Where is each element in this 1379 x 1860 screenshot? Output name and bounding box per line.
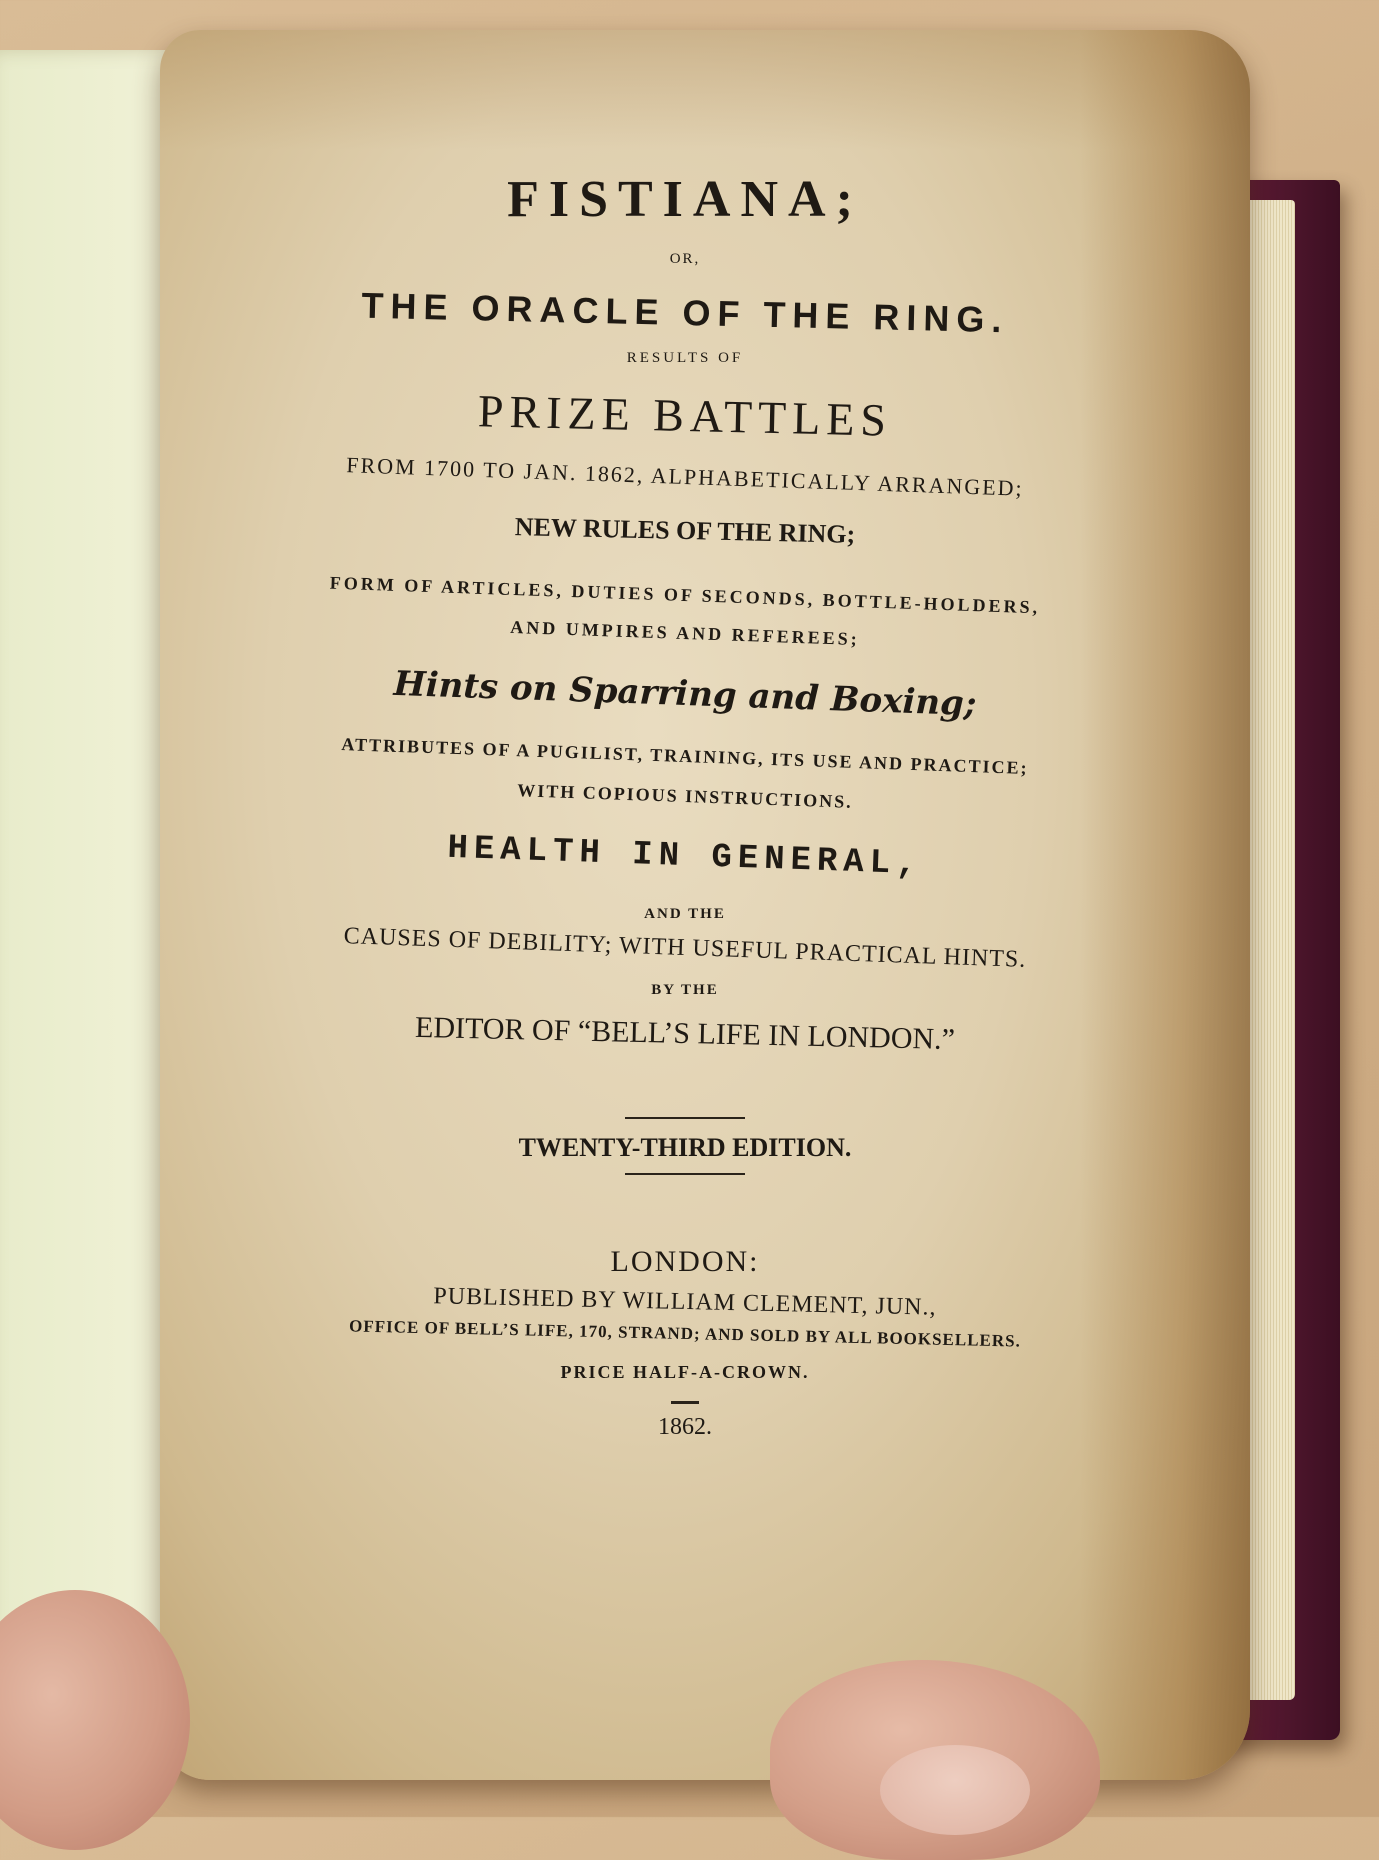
- or-line: OR,: [669, 251, 701, 267]
- attributes-line-1: ATTRIBUTES OF A PUGILIST, TRAINING, ITS USE AND PRACTICE;: [341, 734, 1029, 778]
- form-line-2: AND UMPIRES AND REFEREES;: [509, 616, 861, 650]
- office-line: OFFICE OF BELL’S LIFE, 170, STRAND; AND SOLD BY ALL BOOKSELLERS.: [348, 1316, 1022, 1351]
- edition-line: TWENTY-THIRD EDITION.: [518, 1133, 852, 1162]
- title-page-text: [220, 150, 1150, 1441]
- hints-line: Hints on Sparring and Boxing;: [392, 663, 978, 725]
- and-the-line: AND THE: [644, 906, 726, 922]
- causes-line: CAUSES OF DEBILITY; WITH USEFUL PRACTICAL HINTS.: [343, 923, 1027, 973]
- prize-battles-heading: PRIZE BATTLES: [477, 385, 893, 446]
- dash-divider: [671, 1401, 699, 1404]
- form-line-1: FORM OF ARTICLES, DUTIES OF SECONDS, BOTTLE-HOLDERS,: [329, 572, 1041, 618]
- book-title: FISTIANA;: [507, 171, 863, 228]
- thumbnail: [880, 1745, 1030, 1835]
- book-subtitle: THE ORACLE OF THE RING.: [361, 284, 1009, 341]
- rule-top: [625, 1117, 745, 1119]
- editor-line: EDITOR OF “BELL’S LIFE IN LONDON.”: [414, 1010, 956, 1057]
- publisher-line: PUBLISHED BY WILLIAM CLEMENT, JUN.,: [433, 1283, 937, 1321]
- attributes-line-2: WITH COPIOUS INSTRUCTIONS.: [516, 780, 854, 812]
- year-line: 1862.: [658, 1414, 712, 1440]
- price-line: PRICE HALF-A-CROWN.: [560, 1362, 810, 1382]
- health-heading: HEALTH IN GENERAL,: [446, 829, 924, 885]
- rule-bottom: [625, 1173, 745, 1175]
- results-of-line: RESULTS OF: [626, 350, 744, 366]
- by-the-line: BY THE: [651, 982, 719, 998]
- new-rules-line: NEW RULES OF THE RING;: [514, 512, 856, 549]
- from-line: FROM 1700 TO JAN. 1862, ALPHABETICALLY ARRANGED;: [345, 452, 1025, 501]
- title-page: [160, 30, 1250, 1780]
- city-line: LONDON:: [610, 1245, 760, 1278]
